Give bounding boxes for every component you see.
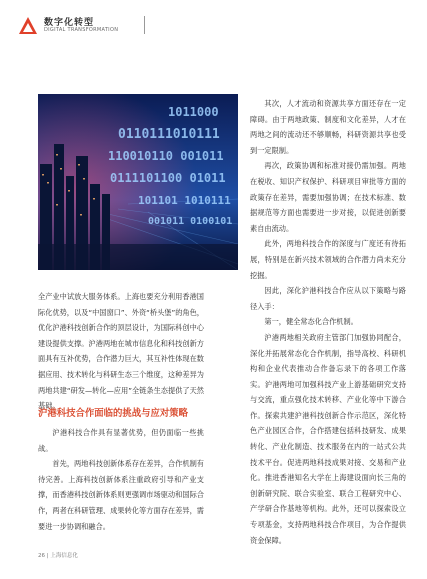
hero-image [38,94,238,270]
paragraph: 第一，健全常态化合作机制。 [264,317,358,327]
binary-row: 1011000 [168,105,219,119]
paragraph: 此外，两地科技合作的深度与广度还有待拓展，特别是在新兴技术领域的合作潜力尚未充分挖掘。 [250,239,406,280]
header-divider [144,16,145,34]
paragraph: 沪港两地相关政府主管部门加强协同配合，深化并拓展常态化合作机制，指导高校、科研机构和企业代表推动合作备忘录下的各项工作落实。沪港两地可加强科技产业上游基础研究支持与交流，重点强化技术转移、产业化等中下游合作。探索共建沪港科技创新合作示范区，深化特色产业园区合作，合作搭建包括科技研发、成果转化、产业化制造、技术服务在内的一站式公共技术平台。促进两地科技成果对接、交易和产业化。推进香港知名大学在上海建设面向长三角的创新研究院、联合实验室、联合工程研究中心、产学研合作基地等机构。此外，还可以探索设立专项基金，支持两地科技合作项目，为合作提供资金保障。 [250,332,406,545]
brand-subtitle: DIGITAL TRANSFORMATION [44,27,119,33]
paragraph: 因此，深化沪港科技合作应从以下策略与路径入手： [250,286,406,311]
binary-row: 0111101100 01011 [110,171,226,185]
page-footer: 26 | 上海信息化 [38,553,78,559]
paragraph: 首先，两地科技创新体系存在差异，合作机制有待完善。上海科技创新体系注重政府引导和产业支撑，而香港科技创新体系则更强调市场驱动和国际合作，两者在科研管理、成果转化等方面存在差异，需要进一步协调和融合。 [38,459,204,531]
left-column-bottom [38,425,204,534]
binary-row: 110010110 001011 [108,149,224,163]
paragraph: 全产业中试放大服务体系。上海也要充分利用香港国际化优势，以及“中国窗口”、外资“桥头堡”的角色，优化沪港科技创新合作的顶层设计，为国际科创中心建设提供支撑。沪港两地在城市信息化和科技创新方面具有互补优势，合作潜力巨大，其互补性体现在数据应用、技术转化与科研生态三个维度，这种差异为两地共建“研发—转化—应用”全链条生态提供了天然基础。 [38,292,204,411]
section-title: 沪港科技合作面临的挑战与应对策略 [38,408,189,419]
paragraph: 其次，人才流动和资源共享方面还存在一定障碍。由于两地政策、制度和文化差异，人才在两地之间的流动还不够顺畅，科研资源共享也受到一定限制。 [250,99,406,155]
binary-row: 0110111010111 [118,127,220,142]
binary-row: 001011 0100101 [148,216,233,227]
left-column-top [38,289,204,414]
header [18,14,218,44]
right-column [250,96,406,548]
brand-title: 数字化转型 [44,18,95,28]
paragraph: 沪港科技合作具有显著优势，但仍面临一些挑战。 [38,428,204,453]
paragraph: 再次，政策协调和标准对接仍需加强。两地在税收、知识产权保护、科研项目审批等方面的政策存在差异，需要加强协调；在技术标准、数据规范等方面也需要进一步对接，以促进创新要素自由流动。 [250,161,406,233]
brand-logo-icon [18,16,38,36]
binary-row: 101101 1010111 [138,194,231,207]
